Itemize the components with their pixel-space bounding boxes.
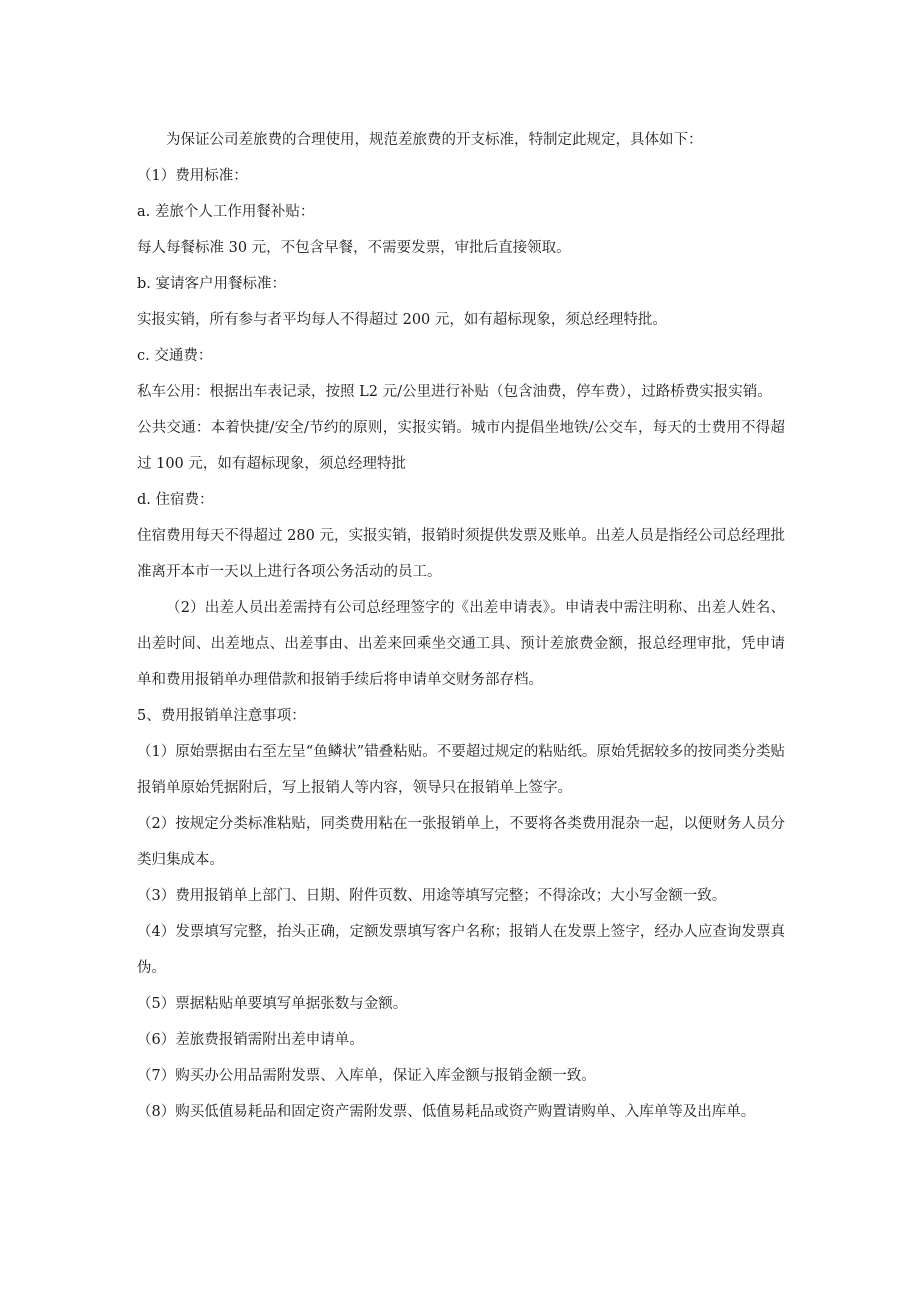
note-item-5: （5）票据粘贴单要填写单据张数与金额。 xyxy=(137,996,408,1012)
public-transport-text: 公共交通：本着快捷/安全/节约的原则，实报实销。城市内提倡坐地铁/公交车，每天的士费用不得超过 100 元，如有超标现象，须总经理特批 xyxy=(137,420,785,472)
note-item-4: （4）发票填写完整，抬头正确，定额发票填写客户名称；报销人在发票上签字，经办人应查询发票真伪。 xyxy=(137,924,785,976)
client-dinner-text: 实报实销，所有参与者平均每人不得超过 200 元，如有超标现象，须总经理特批。 xyxy=(137,312,667,328)
client-dinner-heading: b. 宴请客户用餐标准： xyxy=(137,276,286,292)
meal-allowance-text: 每人每餐标准 30 元，不包含早餐，不需要发票，审批后直接领取。 xyxy=(137,240,571,256)
section-fee-standard-heading: （1）费用标准： xyxy=(137,168,248,184)
note-item-7: （7）购买办公用品需附发票、入库单，保证入库金额与报销金额一致。 xyxy=(137,1068,596,1084)
private-car-text: 私车公用：根据出车表记录，按照 L2 元/公里进行补贴（包含油费，停车费），过路桥费实报实销。 xyxy=(137,384,772,400)
note-item-6: （6）差旅费报销需附出差申请单。 xyxy=(137,1032,364,1048)
note-item-3: （3）费用报销单上部门、日期、附件页数、用途等填写完整；不得涂改；大小写金额一致。 xyxy=(137,888,727,904)
intro-paragraph: 为保证公司差旅费的合理使用，规范差旅费的开支标准，特制定此规定，具体如下： xyxy=(166,132,703,148)
document-body xyxy=(137,122,785,1130)
lodging-heading: d. 住宿费： xyxy=(137,492,214,508)
meal-allowance-heading: a. 差旅个人工作用餐补贴： xyxy=(137,204,315,220)
transport-heading: c. 交通费： xyxy=(137,348,213,364)
note-item-2: （2）按规定分类标准粘贴，同类费用粘在一张报销单上，不要将各类费用混杂一起，以便财务人员分类归集成本。 xyxy=(137,816,785,868)
note-item-1: （1）原始票据由右至左呈“鱼鳞状”错叠粘贴。不要超过规定的粘贴纸。原始凭据较多的按同类分类贴报销单原始凭据附后，写上报销人等内容，领导只在报销单上签字。 xyxy=(137,744,785,796)
note-item-8: （8）购买低值易耗品和固定资产需附发票、低值易耗品或资产购置请购单、入库单等及出库单。 xyxy=(137,1104,756,1120)
travel-application-paragraph: （2）出差人员出差需持有公司总经理签字的《出差申请表》。申请表中需注明称、出差人姓名、出差时间、出差地点、出差事由、出差来回乘坐交通工具、预计差旅费金额，报总经理审批，凭申请单和费用报销单办理借款和报销手续后将申请单交财务部存档。 xyxy=(137,600,785,688)
reimbursement-notes-heading: 5、费用报销单注意事项： xyxy=(137,708,306,724)
lodging-text: 住宿费用每天不得超过 280 元，实报实销，报销时须提供发票及账单。出差人员是指经公司总经理批准离开本市一天以上进行各项公务活动的员工。 xyxy=(137,528,785,580)
